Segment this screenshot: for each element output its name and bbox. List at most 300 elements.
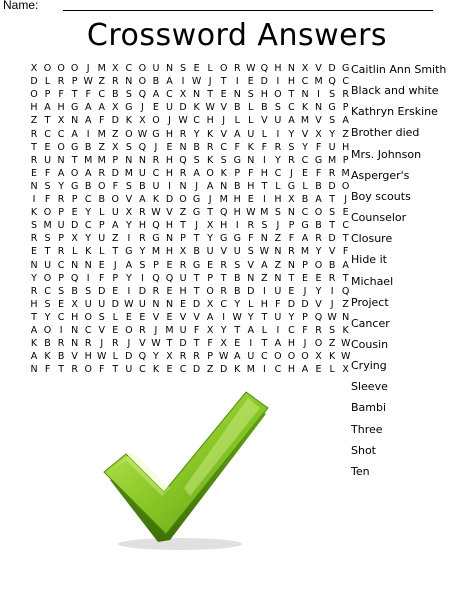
- grid-letter: D: [192, 298, 201, 310]
- grid-letter: I: [249, 338, 253, 350]
- grid-letter: O: [287, 351, 296, 363]
- grid-letter: R: [57, 338, 65, 350]
- grid-letter: E: [207, 259, 214, 271]
- grid-letter: U: [152, 63, 160, 74]
- grid-letter: E: [180, 298, 187, 310]
- grid-letter: T: [166, 338, 173, 350]
- grid-letter: T: [71, 89, 78, 101]
- grid-letter: N: [71, 259, 79, 271]
- grid-letter: I: [222, 311, 226, 323]
- grid-letter: E: [247, 194, 254, 205]
- grid-letter: R: [139, 207, 146, 219]
- grid-letter: U: [44, 259, 52, 271]
- grid-letter: G: [152, 233, 160, 245]
- grid-letter: J: [154, 141, 158, 153]
- grid-letter: U: [111, 207, 119, 219]
- grid-letter: O: [274, 89, 282, 101]
- grid-letter: W: [232, 311, 242, 323]
- grid-letter: N: [274, 272, 282, 284]
- grid-letter: U: [274, 285, 282, 297]
- grid-letter: U: [179, 325, 187, 336]
- grid-letter: E: [166, 141, 173, 153]
- grid-letter: O: [152, 115, 160, 127]
- grid-letter: W: [97, 351, 107, 363]
- grid-letter: X: [71, 233, 78, 245]
- grid-letter: A: [274, 338, 282, 350]
- grid-letter: O: [314, 259, 323, 271]
- grid-letter: Z: [98, 76, 105, 88]
- grid-letter: L: [112, 351, 118, 363]
- grid-letter: T: [44, 115, 51, 127]
- grid-letter: Y: [302, 141, 308, 153]
- grid-letter: R: [30, 154, 38, 166]
- grid-letter: O: [125, 325, 133, 336]
- name-label: Name:: [3, 0, 39, 12]
- grid-letter: V: [315, 298, 322, 310]
- grid-letter: L: [248, 298, 254, 310]
- grid-letter: B: [71, 285, 78, 297]
- grid-letter: Q: [341, 285, 350, 297]
- grid-letter: M: [246, 364, 255, 376]
- grid-letter: K: [220, 167, 227, 179]
- grid-letter: K: [30, 207, 38, 219]
- grid-letter: K: [44, 351, 51, 363]
- grid-letter: G: [233, 154, 241, 166]
- grid-letter: Y: [58, 180, 64, 192]
- grid-letter: S: [329, 89, 336, 101]
- grid-letter: M: [341, 167, 350, 179]
- grid-letter: M: [219, 194, 228, 205]
- grid-letter: I: [262, 154, 266, 166]
- grid-letter: P: [302, 311, 308, 323]
- grid-letter: J: [195, 180, 198, 192]
- grid-letter: D: [260, 76, 268, 88]
- grid-letter: R: [315, 233, 322, 245]
- grid-letter: K: [247, 141, 254, 153]
- grid-letter: N: [165, 233, 174, 245]
- grid-letter: A: [152, 89, 160, 101]
- grid-letter: Z: [179, 207, 187, 219]
- grid-letter: D: [111, 167, 119, 179]
- grid-letter: U: [125, 364, 133, 376]
- grid-letter: V: [179, 311, 187, 323]
- grid-letter: R: [30, 285, 38, 297]
- grid-letter: I: [317, 89, 320, 101]
- grid-letter: Y: [125, 272, 132, 284]
- grid-letter: O: [84, 311, 92, 323]
- grid-letter: S: [44, 180, 51, 192]
- grid-letter: S: [125, 180, 132, 192]
- grid-letter: X: [342, 364, 349, 376]
- grid-letter: S: [329, 115, 336, 127]
- grid-letter: V: [301, 128, 309, 140]
- grid-letter: B: [233, 285, 241, 297]
- grid-letter: O: [138, 76, 147, 88]
- grid-letter: B: [233, 180, 241, 192]
- grid-letter: N: [179, 180, 187, 192]
- grid-letter: U: [138, 167, 146, 179]
- grid-letter: P: [234, 167, 241, 179]
- grid-letter: K: [30, 338, 38, 350]
- grid-letter: T: [288, 272, 295, 284]
- grid-letter: D: [165, 194, 174, 205]
- grid-letter: I: [168, 180, 171, 192]
- grid-letter: J: [276, 220, 280, 232]
- grid-letter: T: [342, 233, 349, 245]
- grid-letter: U: [98, 298, 106, 310]
- grid-letter: I: [235, 76, 239, 88]
- grid-letter: E: [342, 207, 349, 219]
- grid-letter: P: [180, 233, 186, 245]
- grid-letter: O: [70, 167, 79, 179]
- grid-letter: R: [328, 272, 336, 284]
- grid-letter: L: [112, 311, 118, 323]
- grid-letter: G: [341, 63, 350, 74]
- grid-letter: L: [275, 180, 281, 192]
- grid-letter: B: [112, 89, 119, 101]
- grid-letter: A: [234, 351, 241, 363]
- grid-letter: T: [44, 246, 51, 258]
- grid-letter: L: [261, 128, 267, 140]
- grid-letter: E: [166, 364, 173, 376]
- grid-letter: T: [71, 154, 78, 166]
- grid-letter: S: [58, 285, 65, 297]
- grid-letter: V: [193, 311, 200, 323]
- grid-letter: B: [301, 194, 309, 205]
- grid-letter: N: [125, 76, 133, 88]
- grid-letter: I: [276, 128, 280, 140]
- grid-letter: T: [288, 89, 295, 101]
- grid-letter: N: [57, 154, 65, 166]
- grid-letter: F: [99, 364, 105, 376]
- grid-letter: S: [139, 259, 146, 271]
- grid-letter: D: [30, 76, 38, 88]
- grid-letter: P: [302, 259, 308, 271]
- grid-letter: X: [206, 325, 214, 336]
- grid-letter: S: [329, 325, 336, 336]
- grid-letter: A: [84, 167, 92, 179]
- grid-letter: L: [71, 246, 78, 258]
- grid-letter: T: [207, 89, 214, 101]
- grid-letter: V: [139, 338, 146, 350]
- grid-letter: R: [328, 167, 336, 179]
- grid-letter: Y: [234, 298, 241, 310]
- grid-letter: N: [165, 298, 174, 310]
- grid-letter: M: [84, 154, 93, 166]
- grid-letter: L: [248, 115, 254, 127]
- grid-letter: A: [288, 115, 295, 127]
- grid-letter: K: [301, 102, 309, 114]
- grid-letter: H: [287, 76, 296, 88]
- grid-letter: U: [247, 128, 255, 140]
- grid-letter: F: [58, 89, 64, 101]
- grid-letter: D: [220, 364, 228, 376]
- grid-letter: G: [70, 141, 79, 153]
- grid-letter: Q: [328, 76, 336, 88]
- grid-letter: Y: [153, 351, 159, 363]
- grid-letter: I: [32, 194, 36, 205]
- grid-letter: V: [71, 351, 78, 363]
- grid-letter: Y: [315, 246, 322, 258]
- word-list-item: Asperger's: [351, 168, 410, 182]
- grid-letter: S: [247, 246, 254, 258]
- grid-letter: N: [220, 180, 228, 192]
- grid-letter: K: [152, 194, 160, 205]
- grid-letter: W: [340, 351, 351, 363]
- grid-letter: H: [165, 154, 174, 166]
- grid-letter: A: [301, 364, 309, 376]
- grid-letter: D: [111, 115, 119, 127]
- grid-letter: T: [193, 272, 200, 284]
- grid-letter: D: [179, 338, 187, 350]
- grid-letter: S: [247, 89, 254, 101]
- grid-letter: S: [261, 220, 268, 232]
- grid-letter: K: [152, 364, 160, 376]
- grid-letter: T: [207, 207, 214, 219]
- grid-letter: M: [97, 128, 106, 140]
- grid-letter: S: [85, 285, 92, 297]
- grid-letter: V: [220, 102, 227, 114]
- grid-letter: V: [125, 194, 133, 205]
- grid-letter: U: [233, 246, 241, 258]
- grid-letter: P: [98, 220, 105, 232]
- grid-letter: V: [166, 207, 173, 219]
- grid-letter: E: [288, 285, 295, 297]
- grid-letter: R: [152, 285, 160, 297]
- grid-letter: C: [342, 220, 349, 232]
- grid-letter: Y: [125, 220, 132, 232]
- grid-letter: O: [43, 207, 52, 219]
- grid-letter: N: [125, 154, 133, 166]
- grid-letter: V: [328, 246, 336, 258]
- grid-letter: L: [248, 102, 254, 114]
- grid-letter: D: [247, 285, 255, 297]
- grid-letter: C: [57, 311, 65, 323]
- grid-letter: M: [165, 325, 174, 336]
- grid-letter: O: [138, 63, 147, 74]
- grid-letter: F: [315, 141, 322, 153]
- grid-letter: J: [168, 115, 171, 127]
- grid-letter: H: [274, 194, 282, 205]
- grid-letter: T: [112, 364, 119, 376]
- grid-letter: S: [274, 207, 281, 219]
- grid-letter: X: [179, 246, 187, 258]
- grid-letter: P: [207, 272, 213, 284]
- grid-letter: T: [180, 220, 186, 232]
- grid-letter: X: [112, 63, 119, 74]
- grid-letter: S: [329, 207, 336, 219]
- grid-letter: T: [329, 220, 335, 232]
- grid-letter: A: [247, 325, 255, 336]
- grid-letter: E: [152, 102, 159, 114]
- grid-letter: R: [152, 154, 160, 166]
- grid-letter: J: [113, 259, 117, 271]
- grid-letter: F: [112, 180, 119, 192]
- word-list-item: Mrs. Johnson: [351, 147, 422, 161]
- grid-letter: B: [98, 194, 106, 205]
- grid-letter: O: [30, 89, 38, 101]
- grid-letter: M: [97, 154, 106, 166]
- grid-letter: L: [99, 246, 105, 258]
- word-list-item: Cousin: [351, 337, 389, 351]
- grid-letter: A: [57, 167, 65, 179]
- grid-letter: S: [125, 141, 132, 153]
- grid-letter: H: [233, 207, 241, 219]
- grid-letter: B: [139, 180, 146, 192]
- grid-letter: O: [70, 63, 79, 74]
- grid-letter: M: [97, 63, 106, 74]
- grid-letter: U: [44, 154, 52, 166]
- grid-letter: M: [124, 167, 133, 179]
- grid-letter: C: [84, 194, 92, 205]
- name-field: [3, 0, 433, 14]
- grid-letter: A: [30, 325, 38, 336]
- grid-letter: Q: [138, 89, 147, 101]
- grid-letter: A: [112, 220, 119, 232]
- grid-letter: F: [193, 325, 200, 336]
- grid-letter: U: [274, 311, 282, 323]
- grid-letter: G: [192, 259, 201, 271]
- grid-letter: T: [31, 141, 37, 153]
- grid-letter: E: [125, 311, 132, 323]
- grid-letter: I: [86, 272, 90, 284]
- grid-letter: W: [151, 338, 161, 350]
- grid-letter: B: [84, 141, 92, 153]
- word-list-item: Cancer: [351, 316, 390, 330]
- grid-letter: H: [165, 246, 174, 258]
- grid-letter: U: [328, 141, 336, 153]
- grid-letter: H: [247, 180, 255, 192]
- grid-letter: H: [165, 167, 174, 179]
- word-list-item: Project: [351, 295, 389, 309]
- grid-letter: Q: [314, 311, 323, 323]
- grid-letter: O: [84, 364, 92, 376]
- grid-letter: W: [137, 128, 148, 140]
- grid-letter: G: [220, 233, 228, 245]
- grid-letter: Y: [274, 154, 281, 166]
- grid-letter: E: [193, 63, 200, 74]
- grid-letter: S: [180, 63, 187, 74]
- grid-letter: O: [98, 180, 106, 192]
- grid-letter: L: [302, 180, 308, 192]
- grid-letter: H: [274, 63, 282, 74]
- grid-letter: Z: [206, 364, 214, 376]
- grid-letter: R: [57, 76, 65, 88]
- grid-letter: W: [83, 76, 93, 88]
- grid-letter: T: [193, 338, 200, 350]
- grid-letter: D: [125, 351, 133, 363]
- grid-letter: Z: [274, 233, 282, 245]
- grid-letter: N: [30, 180, 38, 192]
- word-list-item: Michael: [351, 274, 394, 288]
- grid-letter: G: [125, 102, 133, 114]
- grid-letter: F: [44, 167, 51, 179]
- grid-letter: P: [207, 351, 213, 363]
- grid-letter: F: [99, 115, 105, 127]
- grid-letter: J: [208, 194, 212, 205]
- grid-letter: J: [303, 285, 307, 297]
- grid-letter: C: [342, 76, 349, 88]
- grid-letter: T: [342, 272, 349, 284]
- grid-letter: I: [140, 272, 144, 284]
- grid-letter: E: [301, 272, 308, 284]
- grid-letter: N: [342, 311, 350, 323]
- grid-letter: T: [58, 364, 64, 376]
- grid-letter: S: [288, 141, 295, 153]
- grid-letter: L: [44, 76, 51, 88]
- grid-letter: D: [328, 180, 336, 192]
- grid-letter: F: [315, 167, 322, 179]
- grid-letter: U: [274, 115, 282, 127]
- grid-letter: F: [288, 233, 295, 245]
- grid-letter: T: [220, 76, 227, 88]
- grid-letter: T: [329, 194, 335, 205]
- grid-letter: G: [233, 233, 241, 245]
- grid-letter: K: [207, 154, 214, 166]
- grid-letter: E: [98, 259, 105, 271]
- grid-letter: R: [288, 246, 295, 258]
- grid-letter: W: [218, 351, 229, 363]
- grid-letter: G: [192, 194, 201, 205]
- grid-letter: Y: [220, 325, 227, 336]
- word-list-item: Sleeve: [351, 380, 388, 394]
- grid-letter: C: [139, 364, 146, 376]
- grid-letter: B: [315, 180, 322, 192]
- grid-letter: F: [85, 89, 91, 101]
- grid-letter: H: [30, 298, 38, 310]
- grid-letter: R: [30, 128, 38, 140]
- grid-letter: B: [261, 102, 268, 114]
- grid-letter: R: [111, 338, 119, 350]
- word-list-item: Hide it: [351, 253, 387, 267]
- grid-letter: X: [125, 207, 133, 219]
- grid-letter: A: [206, 311, 214, 323]
- grid-letter: J: [86, 63, 90, 74]
- grid-letter: X: [179, 89, 187, 101]
- grid-letter: V: [315, 115, 322, 127]
- grid-letter: U: [247, 351, 255, 363]
- grid-letter: E: [220, 89, 227, 101]
- grid-letter: O: [314, 207, 323, 219]
- grid-letter: J: [140, 102, 144, 114]
- grid-letter: W: [259, 246, 270, 258]
- grid-letter: O: [43, 272, 52, 284]
- grid-letter: A: [30, 351, 38, 363]
- grid-letter: V: [247, 259, 255, 271]
- grid-letter: S: [98, 311, 105, 323]
- grid-letter: X: [57, 115, 65, 127]
- grid-letter: R: [288, 154, 295, 166]
- grid-letter: A: [71, 128, 78, 140]
- grid-letter: O: [57, 63, 65, 74]
- grid-letter: G: [152, 128, 160, 140]
- grid-letter: J: [195, 220, 198, 232]
- grid-letter: D: [98, 285, 106, 297]
- grid-letter: H: [287, 364, 296, 376]
- grid-letter: U: [98, 233, 106, 245]
- grid-letter: F: [207, 338, 213, 350]
- grid-letter: D: [179, 102, 187, 114]
- grid-letter: D: [287, 298, 296, 310]
- word-list-item: Three: [351, 422, 383, 436]
- grid-letter: W: [151, 207, 161, 219]
- grid-letter: X: [315, 128, 322, 140]
- grid-letter: C: [84, 220, 92, 232]
- grid-letter: W: [124, 298, 134, 310]
- grid-letter: I: [59, 325, 63, 336]
- grid-letter: U: [138, 298, 146, 310]
- grid-letter: M: [300, 246, 310, 258]
